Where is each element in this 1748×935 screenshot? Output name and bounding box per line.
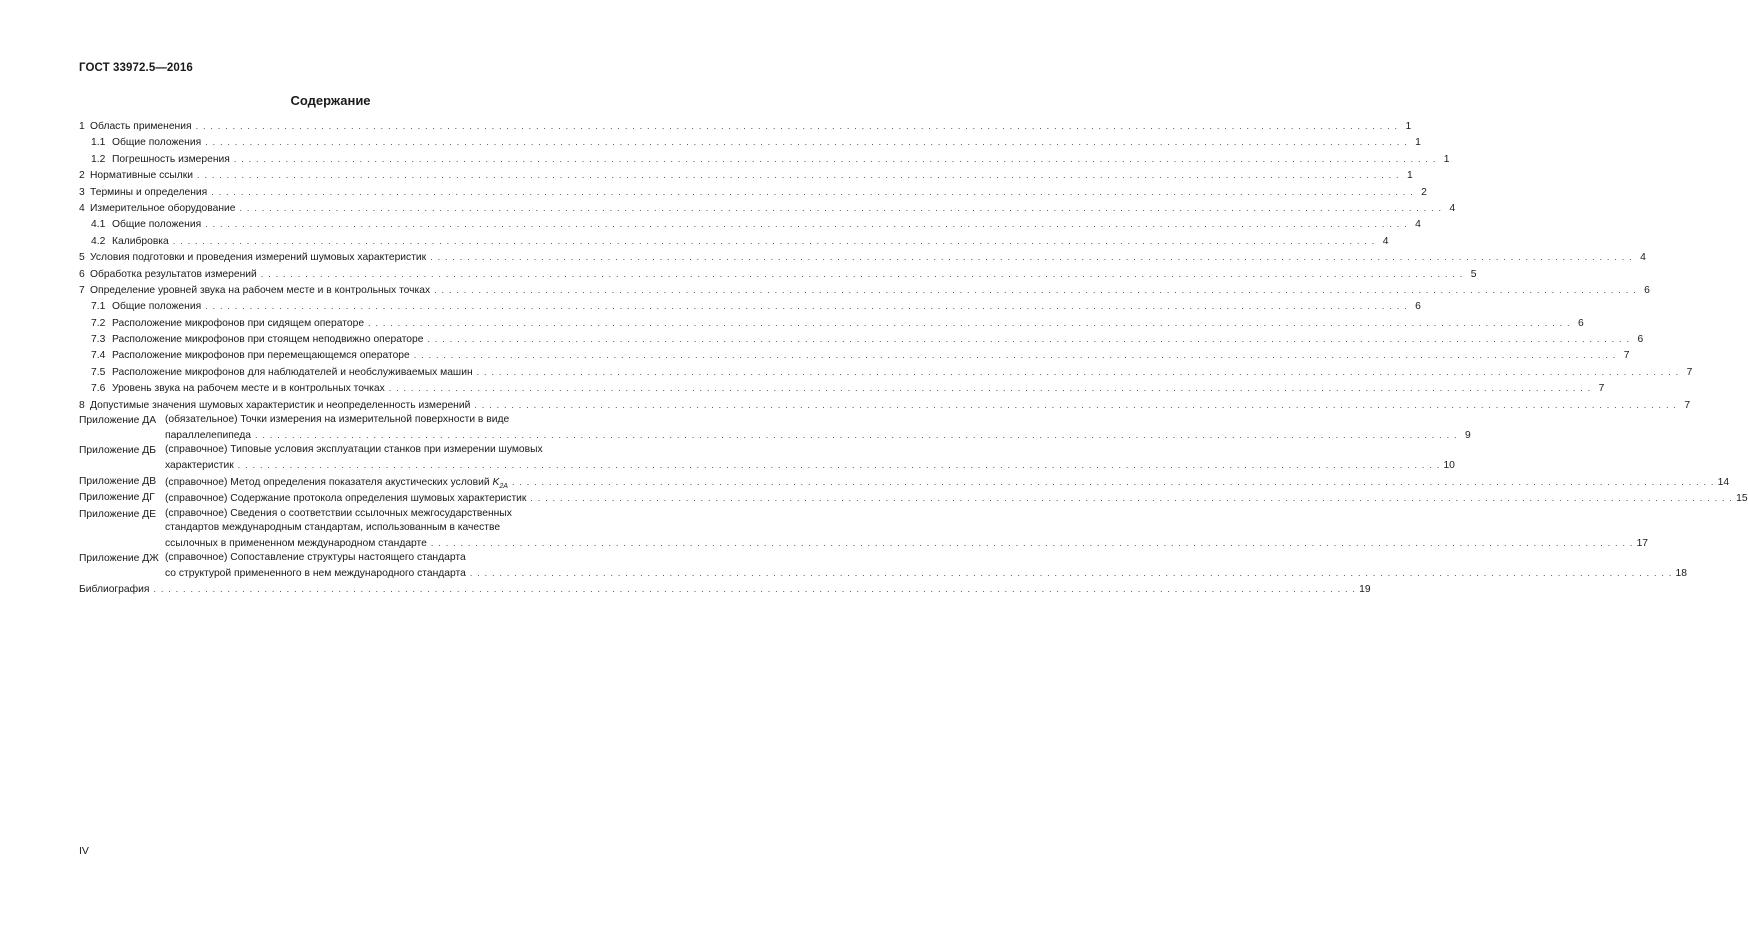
toc-entry-title: Калибровка xyxy=(112,235,169,247)
toc-entry[interactable] xyxy=(79,216,1421,232)
page-number: 15 xyxy=(1736,493,1748,505)
dot-leader xyxy=(205,134,1408,150)
toc-appendix-de[interactable] xyxy=(79,507,1649,551)
toc-entry-number: 7.3 xyxy=(91,334,106,346)
toc-entry-title: Расположение микрофонов при перемещающемся операторе xyxy=(112,350,410,362)
dot-leader xyxy=(197,167,1400,183)
page-number: 7 xyxy=(1684,399,1691,411)
toc-entry[interactable] xyxy=(79,298,1421,314)
dot-leader xyxy=(255,427,1458,443)
toc-entry-number: 7.1 xyxy=(91,301,106,313)
toc-entry-title: Уровень звука на рабочем месте и в контрольных точках xyxy=(112,383,385,395)
toc-entry-title: Общие положения xyxy=(112,137,202,149)
toc-entry-title: Погрешность измерения xyxy=(112,153,230,165)
appendix-line: параллелепипеда xyxy=(165,430,252,442)
table-of-contents xyxy=(79,118,1748,598)
page-number: 1 xyxy=(1406,170,1413,182)
page-number: 1 xyxy=(1443,153,1450,165)
toc-entry[interactable] xyxy=(79,315,1584,331)
appendix-name: Приложение ДВ xyxy=(79,475,157,487)
dot-leader xyxy=(470,565,1673,581)
toc-entry[interactable] xyxy=(79,282,1650,298)
toc-entry-number: 1.1 xyxy=(91,137,106,149)
toc-entry-text xyxy=(79,283,434,299)
toc-entry-title: Общие положения xyxy=(112,301,202,313)
toc-entry-title: Условия подготовки и проведения измерений шумовых характеристик xyxy=(90,252,427,264)
toc-entry-title: Расположение микрофонов для наблюдателей и необслуживаемых машин xyxy=(112,366,473,378)
dot-leader xyxy=(173,233,1376,249)
dot-leader xyxy=(434,282,1637,298)
k-symbol: $K_{2A}$ xyxy=(492,476,508,490)
dot-leader xyxy=(530,490,1733,506)
dot-leader xyxy=(196,118,1399,134)
page-number: 1 xyxy=(1415,137,1421,149)
dot-leader xyxy=(153,581,1356,597)
toc-entry-number: 1.2 xyxy=(91,153,106,165)
dot-leader xyxy=(205,216,1408,232)
page-number: 4 xyxy=(1640,252,1646,264)
dot-leader xyxy=(428,331,1631,347)
page-number: 5 xyxy=(1470,268,1477,280)
toc-entry[interactable] xyxy=(79,200,1456,216)
dot-leader xyxy=(238,457,1441,473)
toc-entry-number: 7 xyxy=(79,284,85,296)
toc-entry-number: 7.4 xyxy=(91,350,106,362)
page-number: 18 xyxy=(1675,567,1687,579)
dot-leader xyxy=(431,535,1634,551)
toc-entry-title: Измерительное оборудование xyxy=(90,202,236,214)
toc-entry-text xyxy=(91,348,414,364)
toc-main-entries xyxy=(79,118,1693,413)
dot-leader xyxy=(414,347,1617,363)
toc-entry-text xyxy=(91,152,234,168)
appendix-line: со структурой примененного в нем международного стандарта xyxy=(165,567,466,579)
toc-entry-number: 2 xyxy=(79,170,85,182)
appendix-name: Приложение ДЕ xyxy=(79,508,157,520)
appendix-name: Приложение ДЖ xyxy=(79,552,159,564)
dot-leader xyxy=(477,364,1680,380)
page-number: 6 xyxy=(1415,301,1421,313)
appendix-line: (справочное) Сопоставление структуры настоящего стандарта xyxy=(165,551,466,563)
toc-entry-number: 7.2 xyxy=(91,317,106,329)
toc-entry-text xyxy=(79,398,474,414)
appendix-line: ссылочных в примененном международном стандарте xyxy=(165,537,427,549)
toc-entry-title: Определение уровней звука на рабочем месте и в контрольных точках xyxy=(90,284,431,296)
toc-entry[interactable] xyxy=(79,331,1644,347)
toc-entry-text xyxy=(79,168,197,184)
toc-entry-title: Термины и определения xyxy=(90,186,208,198)
appendix-name: Приложение ДГ xyxy=(79,492,155,504)
toc-entry-number: 4 xyxy=(79,202,85,214)
toc-entry-number: 7.5 xyxy=(91,366,106,378)
appendix-line: стандартов международным стандартам, использованным в качестве xyxy=(165,521,501,533)
toc-entry[interactable] xyxy=(79,364,1693,380)
toc-entry[interactable] xyxy=(79,380,1605,396)
toc-entry-number: 1 xyxy=(79,121,85,132)
toc-entry-text xyxy=(79,201,240,217)
dot-leader xyxy=(512,474,1715,490)
toc-entry-title: Область применения xyxy=(90,121,192,132)
toc-entry[interactable] xyxy=(79,266,1477,282)
dot-leader xyxy=(211,184,1414,200)
toc-appendix-dg[interactable] xyxy=(79,490,1748,506)
toc-entry-number: 4.1 xyxy=(91,219,106,231)
dot-leader xyxy=(205,298,1408,314)
toc-entry[interactable] xyxy=(79,167,1413,183)
page-footer-number: IV xyxy=(79,845,89,857)
page-title: Содержание xyxy=(290,93,371,108)
toc-entry-title: Расположение микрофонов при стоящем неподвижно операторе xyxy=(112,334,424,346)
toc-entry[interactable] xyxy=(79,397,1691,413)
toc-entry-number: 8 xyxy=(79,399,85,411)
page-number: 7 xyxy=(1623,350,1630,362)
toc-entry[interactable] xyxy=(79,118,1412,134)
toc-appendix-dv[interactable] xyxy=(79,474,1730,490)
toc-appendix-dzh[interactable] xyxy=(79,551,1687,581)
toc-entry-text xyxy=(79,119,196,135)
page-number: 2 xyxy=(1421,186,1427,198)
dot-leader xyxy=(474,397,1677,413)
toc-entry-number: 6 xyxy=(79,268,85,280)
toc-entry-number: 3 xyxy=(79,186,85,198)
page-number: 10 xyxy=(1443,460,1455,472)
toc-appendix-db[interactable] xyxy=(79,443,1455,473)
page-number: 4 xyxy=(1382,235,1389,247)
dot-leader xyxy=(430,249,1633,265)
toc-entry-text xyxy=(79,267,261,283)
toc-entry[interactable] xyxy=(79,249,1646,265)
toc-entry-text xyxy=(91,365,477,381)
toc-entry-title: Общие положения xyxy=(112,219,202,231)
page-number: 7 xyxy=(1686,366,1693,378)
toc-entry-text xyxy=(91,299,205,315)
toc-entry-title: Обработка результатов измерений xyxy=(90,268,257,280)
page-number: 6 xyxy=(1644,284,1650,296)
appendix-line: (справочное) Сведения о соответствии ссылочных межгосударственных xyxy=(165,507,512,519)
appendix-line-text: (справочное) Метод определения показателя акустических условий xyxy=(165,476,490,488)
toc-entry-text xyxy=(79,250,430,266)
toc-entry-number: 5 xyxy=(79,252,85,264)
toc-entry-text xyxy=(91,234,173,250)
page-number: 6 xyxy=(1637,334,1644,346)
dot-leader xyxy=(261,266,1464,282)
toc-entry-text xyxy=(91,316,368,332)
toc-entry-title: Допустимые значения шумовых характеристик и неопределенность измерений xyxy=(90,399,471,411)
appendix-name: Приложение ДА xyxy=(79,415,157,427)
toc-entry-number: 7.6 xyxy=(91,383,106,395)
page-number: 14 xyxy=(1717,476,1730,488)
toc-appendix-da[interactable] xyxy=(79,413,1471,443)
dot-leader xyxy=(234,151,1437,167)
page-number: 6 xyxy=(1577,317,1584,329)
toc-entry[interactable] xyxy=(79,233,1389,249)
page-number: 4 xyxy=(1449,202,1456,214)
appendix-line: (обязательное) Точки измерения на измерительной поверхности в виде xyxy=(165,414,510,426)
appendix-line: характеристик xyxy=(165,460,234,472)
dot-leader xyxy=(389,380,1592,396)
toc-entry[interactable] xyxy=(79,134,1421,150)
toc-entry-title: Расположение микрофонов при сидящем операторе xyxy=(112,317,365,329)
dot-leader xyxy=(368,315,1571,331)
page-number: 19 xyxy=(1359,584,1371,596)
toc-entry-text xyxy=(91,381,389,397)
toc-bibliography[interactable] xyxy=(79,581,1371,597)
page-number: 9 xyxy=(1464,430,1471,442)
page-number: 1 xyxy=(1405,121,1412,132)
page-number: 4 xyxy=(1415,219,1421,231)
dot-leader xyxy=(240,200,1443,216)
page-number: 17 xyxy=(1636,537,1649,549)
toc-entry-text xyxy=(91,135,205,151)
toc-entry-text xyxy=(79,185,211,201)
toc-entry[interactable] xyxy=(79,151,1450,167)
appendix-line: (справочное) Содержание протокола определения шумовых характеристик xyxy=(165,493,527,505)
toc-entry[interactable] xyxy=(79,184,1427,200)
toc-entry-number: 4.2 xyxy=(91,235,106,247)
page-number: 7 xyxy=(1598,383,1605,395)
toc-entry-title: Нормативные ссылки xyxy=(90,170,194,182)
toc-entry-text xyxy=(91,332,428,348)
bibliography-label: Библиография xyxy=(79,584,150,596)
appendix-name: Приложение ДБ xyxy=(79,445,156,457)
toc-entry[interactable] xyxy=(79,347,1630,363)
document-header: ГОСТ 33972.5—2016 xyxy=(79,62,193,74)
appendix-line: (справочное) Типовые условия эксплуатации станков при измерении шумовых xyxy=(165,444,543,456)
toc-entry-text xyxy=(91,217,205,233)
